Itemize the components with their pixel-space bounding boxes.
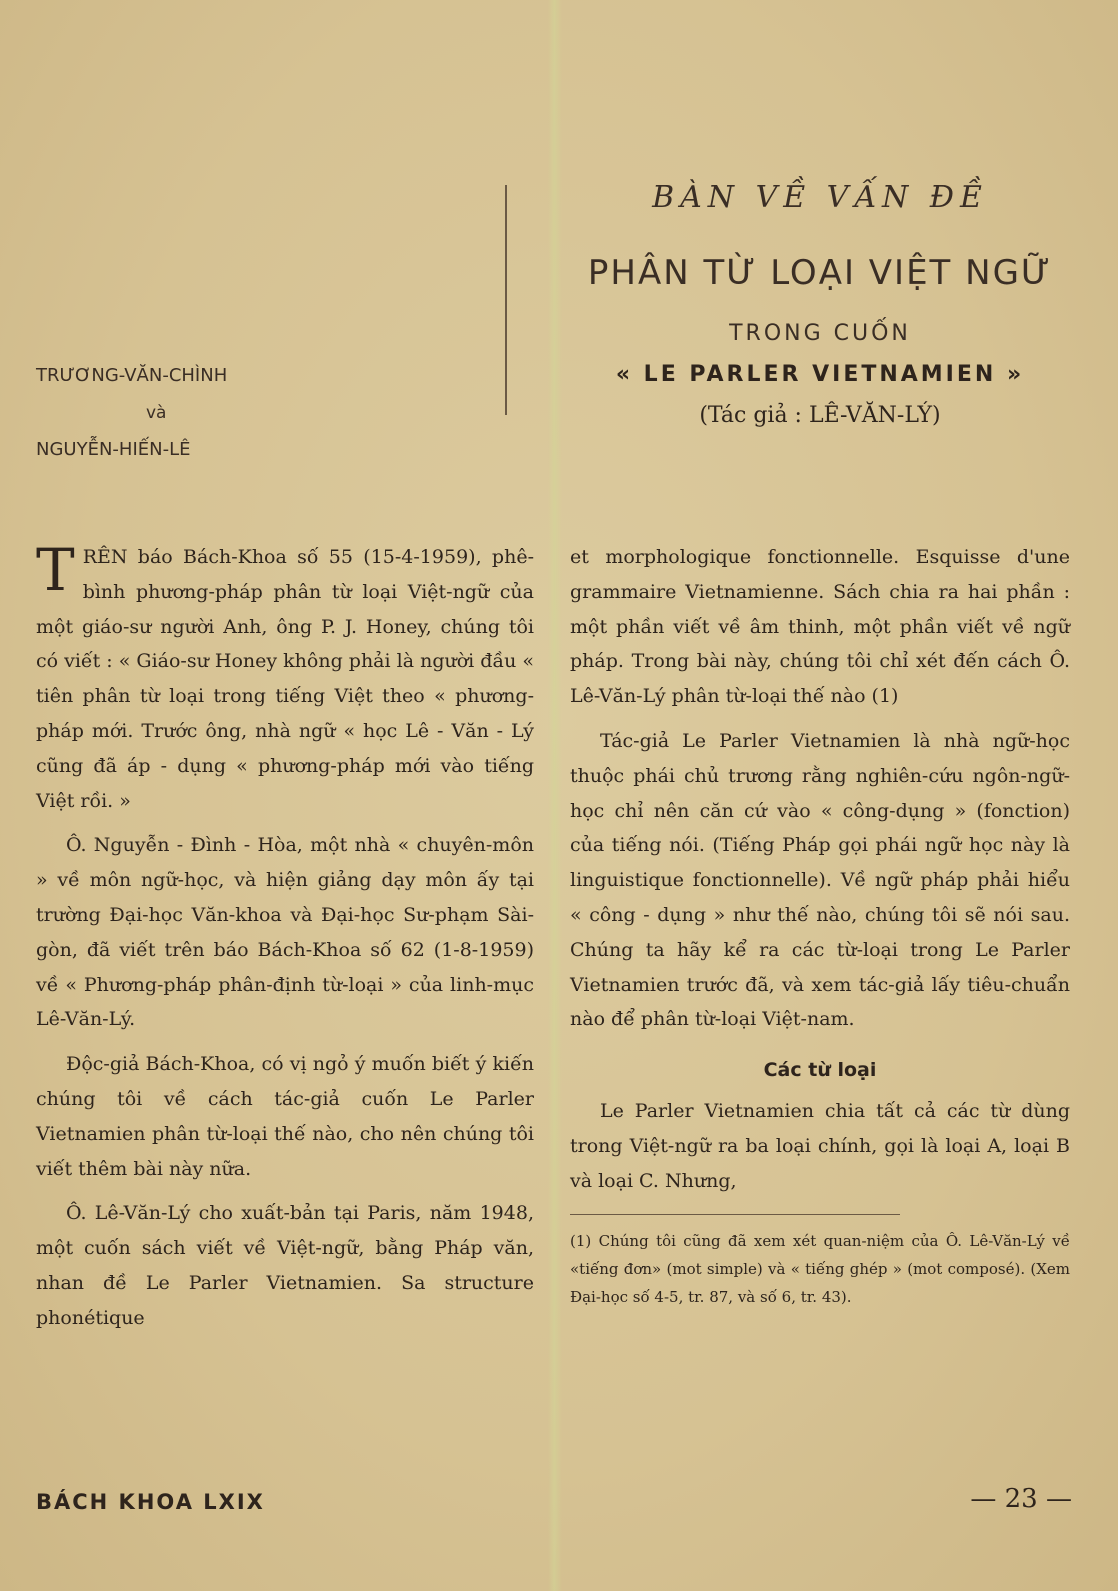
right-column xyxy=(570,540,1070,1321)
paragraph: Ô. Lê-Văn-Lý cho xuất-bản tại Paris, năm 1948, một cuốn sách viết về Việt-ngữ, bằng Pháp văn, nhan đề Le Parler Vietnamien. Sa structure phonétique xyxy=(36,1202,534,1329)
title-divider-line xyxy=(505,185,507,415)
title-line-4: « LE PARLER VIETNAMIEN » xyxy=(615,362,1025,387)
paragraph xyxy=(36,536,534,818)
footnote-rule xyxy=(570,1214,900,1215)
footnote: (1) Chúng tôi cũng đã xem xét quan-niệm của Ô. Lê-Văn-Lý về «tiếng đơn» (mot simple) và « tiếng ghép » (mot composé). (Xem Đại-học số 4-5, tr. 87, và số 6, tr. 43). xyxy=(570,1232,1070,1307)
paragraph: Le Parler Vietnamien chia tất cả các từ dùng trong Việt-ngữ ra ba loại chính, gọi là loại A, loại B và loại C. Nhưng, xyxy=(570,1099,1070,1192)
drop-cap: T xyxy=(36,536,75,604)
footer-publication: BÁCH KHOA LXIX xyxy=(36,1490,265,1514)
title-line-1: BÀN VỀ VẤN ĐỀ xyxy=(652,180,988,215)
paragraph: Tác-giả Le Parler Vietnamien là nhà ngữ-học thuộc phái chủ trương rằng nghiên-cứu ngôn-ngữ-học chỉ nên căn cứ vào « công-dụng » (fonction) của tiếng nói. (Tiếng Pháp gọi phái ngữ học này là linguistique fonctionnelle). Về ngữ pháp phải hiểu « công - dụng » như thế nào, chúng tôi sẽ nói sau. Chúng ta hãy kể ra các từ-loại trong Le Parler Vietnamien trước đã, và xem tác-giả lấy tiêu-chuẩn nào để phân từ-loại Việt-nam. xyxy=(570,729,1070,1031)
paragraph: et morphologique fonctionnelle. Esquisse d'une grammaire Vietnamienne. Sách chia ra hai phần : một phần viết về âm thinh, một phần viết về ngữ pháp. Trong bài này, chúng tôi chỉ xét đến cách Ô. Lê-Văn-Lý phân từ-loại thế nào (1) xyxy=(570,546,1070,708)
paragraph: Độc-giả Bách-Khoa, có vị ngỏ ý muốn biết ý kiến chúng tôi về cách tác-giả cuốn Le Parler Vietnamien phân từ-loại thế nào, cho nên chúng tôi viết thêm bài này nữa. xyxy=(36,1053,534,1180)
paragraph: Ô. Nguyễn - Đình - Hòa, một nhà « chuyên-môn » về môn ngữ-học, và hiện giảng dạy môn ấy tại trường Đại-học Văn-khoa và Đại-học Sư-phạm Sài-gòn, đã viết trên báo Bách-Khoa số 62 (1-8-1959) về « Phương-pháp phân-định từ-loại » của linh-mục Lê-Văn-Lý. xyxy=(36,834,534,1031)
author-2: NGUYỄN-HIẾN-LÊ xyxy=(36,439,191,460)
title-line-5: (Tác giả : LÊ-VĂN-LÝ) xyxy=(699,403,941,428)
title-line-2: PHÂN TỪ LOẠI VIỆT NGỮ xyxy=(587,253,1053,293)
article-title-block xyxy=(540,170,1100,428)
author-conjunction: và xyxy=(146,403,167,423)
title-line-3: TRONG CUỐN xyxy=(729,321,911,346)
page-number: — 23 — xyxy=(970,1484,1072,1514)
author-1: TRƯƠNG-VĂN-CHÌNH xyxy=(36,365,228,386)
paragraph-text: RÊN báo Bách-Khoa số 55 (15-4-1959), phê-bình phương-pháp phân từ loại Việt-ngữ của một giáo-sư người Anh, ông P. J. Honey, chúng tôi có viết : « Giáo-sư Honey không phải là người đầu « tiên phân từ loại trong tiếng Việt theo « phương-pháp mới. Trước ông, nhà ngữ « học Lê - Văn - Lý cũng đã áp - dụng « phương-pháp mới vào tiếng Việt rồi. » xyxy=(36,546,534,812)
section-subheading: Các từ loại xyxy=(763,1059,877,1082)
left-column xyxy=(36,536,534,1346)
authors-block xyxy=(36,365,336,460)
